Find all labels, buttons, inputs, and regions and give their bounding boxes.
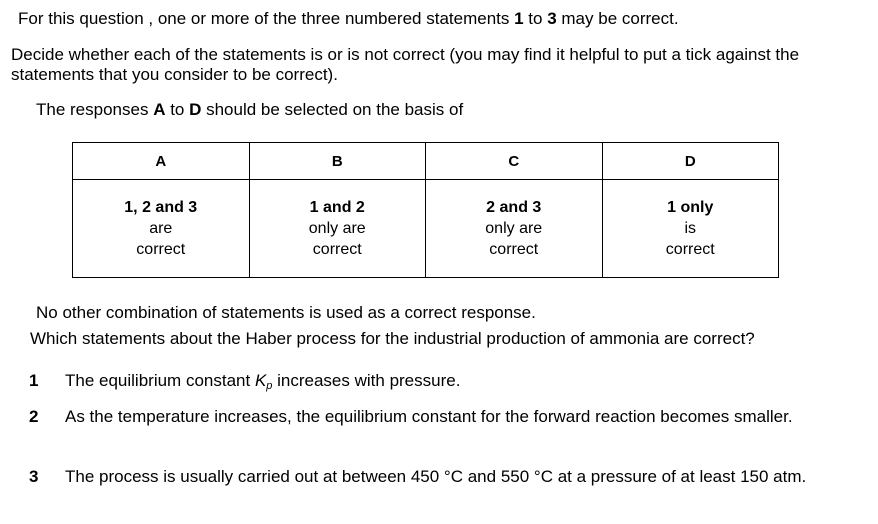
intro-1-number-1: 1: [514, 9, 524, 28]
response-letter-c: C: [426, 143, 603, 180]
statement-2-text: As the temperature increases, the equilibrium constant for the forward reaction becomes smaller.: [65, 407, 793, 426]
statement-1-symbol-k: K: [254, 371, 267, 390]
response-a-line-1: 1, 2 and 3: [124, 199, 198, 216]
intro-line-3: [36, 100, 463, 120]
response-header-row: [73, 143, 779, 180]
statement-1-subscript-p: p: [266, 380, 273, 392]
response-d-line-1: 1 only: [667, 199, 714, 216]
response-a-line-2: are: [149, 220, 173, 237]
statement-1-number: 1: [29, 371, 39, 390]
intro-1-text-a: For this question , one or more of the three numbered statements: [18, 9, 515, 28]
statement-3-number: 3: [29, 467, 39, 486]
response-d-line-2: is: [684, 220, 697, 237]
intro-3-text-b: to: [165, 100, 190, 119]
intro-line-2: Decide whether each of the statements is or is not correct (you may find it helpful to put a tick against the statements that you consider to be correct).: [11, 45, 800, 84]
intro-3-letter-d: D: [189, 100, 202, 119]
combination-note: No other combination of statements is used as a correct response.: [36, 303, 536, 322]
response-a-line-3: correct: [136, 241, 186, 258]
response-meaning-b: [249, 180, 426, 278]
question-stem: Which statements about the Haber process for the industrial production of ammonia are correct?: [30, 329, 755, 348]
response-b-line-2: only are: [308, 220, 366, 237]
response-b-line-3: correct: [312, 241, 362, 258]
intro-3-text-c: should be selected on the basis of: [201, 100, 464, 119]
statement-2-number: 2: [29, 407, 39, 426]
response-meaning-d: [602, 180, 779, 278]
response-c-line-3: correct: [489, 241, 539, 258]
response-b-line-1: 1 and 2: [309, 199, 365, 216]
statement-1-text-a: The equilibrium constant: [65, 371, 255, 390]
intro-line-1: [18, 9, 679, 29]
response-c-line-1: 2 and 3: [486, 199, 542, 216]
response-letter-a: A: [73, 143, 250, 180]
intro-1-number-3: 3: [547, 9, 557, 28]
intro-3-text-a: The responses: [36, 100, 154, 119]
statement-3-text: The process is usually carried out at between 450 °C and 550 °C at a pressure of at least 150 atm.: [65, 467, 807, 486]
response-letter-d: D: [602, 143, 779, 180]
intro-1-text-b: to: [523, 9, 548, 28]
intro-3-letter-a: A: [153, 100, 166, 119]
response-letter-b: B: [249, 143, 426, 180]
statement-1-text-b: increases with pressure.: [272, 371, 461, 390]
response-table: [72, 142, 779, 278]
response-c-line-2: only are: [485, 220, 543, 237]
response-meaning-row: [73, 180, 779, 278]
response-meaning-c: [426, 180, 603, 278]
response-d-line-3: correct: [665, 241, 715, 258]
intro-1-text-c: may be correct.: [556, 9, 679, 28]
statement-1-text: [65, 370, 845, 397]
response-meaning-a: [73, 180, 250, 278]
